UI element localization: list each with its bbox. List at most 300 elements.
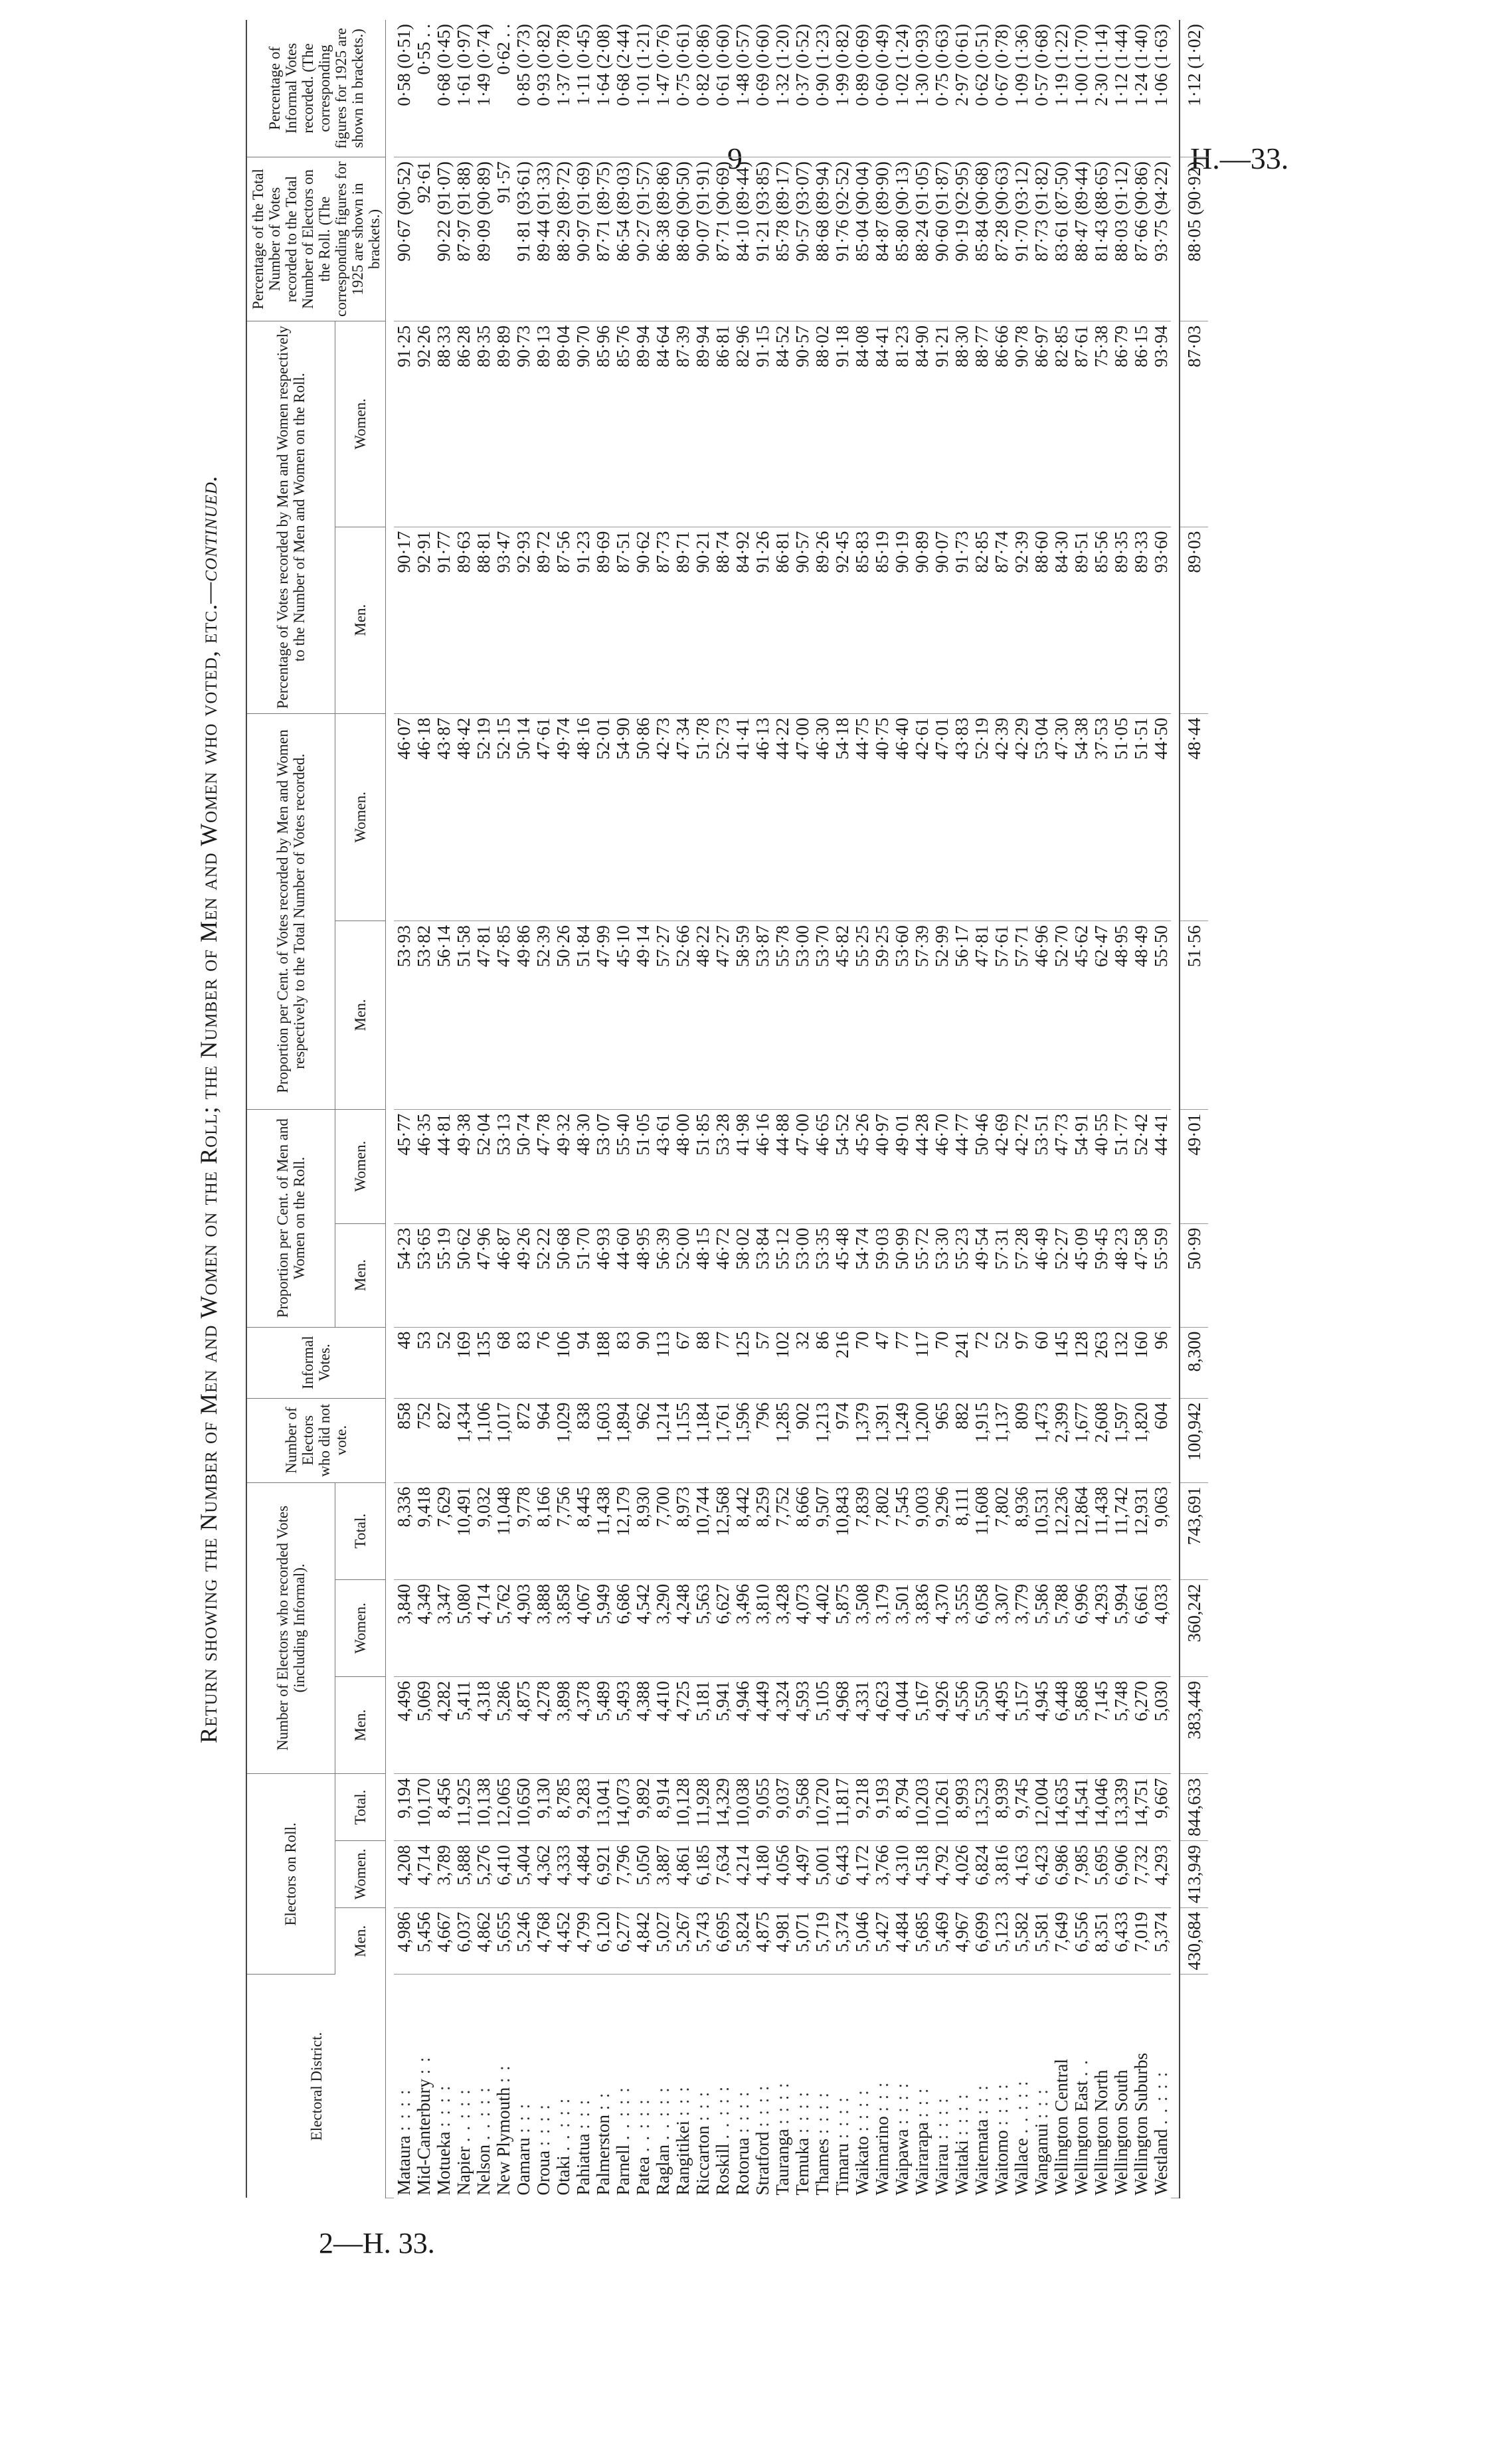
pct-informal-cell: 0·61 (0·60) — [713, 20, 733, 157]
leader-dots: : : : : — [832, 2095, 852, 2139]
voted-women-cell: 3,501 — [892, 1579, 912, 1676]
prop-votes-women-cell: 46·13 — [752, 713, 772, 921]
pct-informal-cell: 2·97 (0·61) — [952, 20, 972, 157]
electors-men-cell: 5,582 — [1012, 1907, 1031, 1975]
electors-men-cell: 4,768 — [533, 1907, 553, 1975]
electors-women-cell: 5,695 — [1091, 1841, 1111, 1908]
voted-women-cell: 3,179 — [872, 1579, 892, 1676]
voted-men-cell: 4,968 — [832, 1677, 852, 1774]
voted-men-cell: 3,898 — [553, 1677, 573, 1774]
did-not-vote-cell: 1,249 — [892, 1398, 912, 1482]
voted-total-cell: 10,744 — [693, 1482, 713, 1579]
voted-total-cell: 10,531 — [1031, 1482, 1051, 1579]
electors-total-cell: 8,993 — [952, 1774, 972, 1841]
electors-men-cell: 6,695 — [713, 1907, 733, 1975]
totals-prop-votes-women: 48·44 — [1180, 713, 1208, 921]
district-name: Roskill — [713, 2143, 733, 2196]
prop-votes-men-cell: 56·17 — [952, 921, 972, 1110]
electors-women-cell: 4,208 — [394, 1841, 414, 1908]
prop-roll-women-cell: 51·05 — [633, 1109, 653, 1223]
pct-men-cell: 90·62 — [633, 527, 653, 713]
voted-total-cell: 7,839 — [852, 1482, 872, 1579]
pct-women-cell: 89·94 — [693, 321, 713, 527]
pct-total-cell: 81·43 (88·65) — [1091, 157, 1111, 321]
electors-total-cell: 9,667 — [1151, 1774, 1171, 1841]
electors-total-cell: 8,914 — [653, 1774, 673, 1841]
prop-votes-men-cell: 56·14 — [434, 921, 454, 1110]
pct-women-cell: 90·78 — [1012, 321, 1031, 527]
electors-total-cell: 9,194 — [394, 1774, 414, 1841]
pct-men-cell: 84·92 — [733, 527, 752, 713]
electors-women-cell: 4,214 — [733, 1841, 752, 1908]
informal-cell: 67 — [673, 1327, 693, 1398]
leader-dots: . . : : : — [1012, 2079, 1031, 2134]
electors-women-cell: 5,276 — [474, 1841, 493, 1908]
electors-women-cell: 4,333 — [553, 1841, 573, 1908]
voted-women-cell: 3,888 — [533, 1579, 553, 1676]
informal-cell: 86 — [812, 1327, 832, 1398]
pct-women-cell: 84·08 — [852, 321, 872, 527]
prop-roll-men-cell: 57·28 — [1012, 1223, 1031, 1327]
pct-men-cell: 90·17 — [394, 527, 414, 713]
electors-total-cell: 9,892 — [633, 1774, 653, 1841]
voted-women-cell: 3,307 — [992, 1579, 1012, 1676]
pct-men-cell: 92·45 — [832, 527, 852, 713]
prop-roll-women-cell: 46·70 — [932, 1109, 952, 1223]
pct-women-cell: 90·73 — [513, 321, 533, 527]
district-name: Waipawa — [892, 2129, 912, 2196]
prop-votes-men-cell: 46·96 — [1031, 921, 1051, 1110]
electors-men-cell: 7,019 — [1131, 1907, 1151, 1975]
voted-women-cell: 6,661 — [1131, 1579, 1151, 1676]
pct-women-cell: 84·90 — [912, 321, 932, 527]
prop-votes-women-cell: 52·01 — [593, 713, 613, 921]
leader-dots: : : : — [912, 2087, 932, 2118]
pct-women-cell: 91·21 — [932, 321, 952, 527]
page-number: 9 — [727, 141, 743, 175]
prop-votes-men-cell: 47·85 — [493, 921, 513, 1110]
prop-roll-men-cell: 48·15 — [693, 1223, 713, 1327]
did-not-vote-cell: 1,761 — [713, 1398, 733, 1482]
voted-women-cell: 5,788 — [1051, 1579, 1071, 1676]
voted-women-cell: 6,058 — [972, 1579, 992, 1676]
pct-men-cell: 89·69 — [593, 527, 613, 713]
electors-total-cell: 10,203 — [912, 1774, 932, 1841]
leader-dots: : : : — [513, 2102, 533, 2133]
electors-men-cell: 5,581 — [1031, 1907, 1051, 1975]
electors-women-cell: 4,172 — [852, 1841, 872, 1908]
district-name: Wellington North — [1091, 2069, 1111, 2196]
pct-men-cell: 89·72 — [533, 527, 553, 713]
electors-women-cell: 3,789 — [434, 1841, 454, 1908]
did-not-vote-cell: 604 — [1151, 1398, 1171, 1482]
header-total: Total. — [335, 1774, 385, 1841]
voted-men-cell: 4,282 — [434, 1677, 454, 1774]
pct-total-cell: 91·81 (93·61) — [513, 157, 533, 321]
table-row — [992, 20, 1012, 2198]
voted-women-cell: 4,248 — [673, 1579, 693, 1676]
pct-informal-cell: 1·00 (1·70) — [1071, 20, 1091, 157]
prop-votes-men-cell: 57·71 — [1012, 921, 1031, 1110]
did-not-vote-cell: 1,017 — [493, 1398, 513, 1482]
prop-votes-women-cell: 46·40 — [892, 713, 912, 921]
totals-voted-men: 383,449 — [1180, 1677, 1208, 1774]
bottom-reference: 2—H. 33. — [319, 2227, 435, 2259]
pct-total-cell: 91·70 (93·12) — [1012, 157, 1031, 321]
pct-women-cell: 91·25 — [394, 321, 414, 527]
table-row — [454, 20, 474, 2198]
district-cell — [792, 1975, 812, 2198]
district-cell — [454, 1975, 474, 2198]
pct-informal-cell: 0·67 (0·78) — [992, 20, 1012, 157]
voted-women-cell: 4,073 — [792, 1579, 812, 1676]
pct-total-cell: 90·07 (91·91) — [693, 157, 713, 321]
pct-men-cell: 91·26 — [752, 527, 772, 713]
table-row — [772, 20, 792, 2198]
prop-votes-men-cell: 45·82 — [832, 921, 852, 1110]
electors-total-cell: 9,218 — [852, 1774, 872, 1841]
totals-prop-votes-men: 51·56 — [1180, 921, 1208, 1110]
district-cell — [573, 1975, 593, 2198]
voted-total-cell: 8,973 — [673, 1482, 693, 1579]
totals-pct-total: 88·05 (90·92) — [1180, 157, 1208, 321]
pct-women-cell: 81·23 — [892, 321, 912, 527]
did-not-vote-cell: 1,184 — [693, 1398, 713, 1482]
prop-votes-women-cell: 52·19 — [474, 713, 493, 921]
pct-informal-cell: 1·19 (1·22) — [1051, 20, 1071, 157]
table-row — [932, 20, 952, 2198]
informal-cell: 96 — [1151, 1327, 1171, 1398]
voted-women-cell: 3,836 — [912, 1579, 932, 1676]
voted-men-cell: 7,145 — [1091, 1677, 1111, 1774]
totals-prop-roll-men: 50·99 — [1180, 1223, 1208, 1327]
district-cell — [972, 1975, 992, 2198]
electors-men-cell: 5,824 — [733, 1907, 752, 1975]
leader-dots: . . : : : — [613, 2086, 633, 2141]
prop-votes-women-cell: 43·87 — [434, 713, 454, 921]
totals-prop-roll-women: 49·01 — [1180, 1109, 1208, 1223]
pct-total-cell: 87·71 (90·69) — [713, 157, 733, 321]
prop-roll-men-cell: 45·48 — [832, 1223, 852, 1327]
leader-dots: . . : : : — [474, 2086, 493, 2141]
district-name: New Plymouth — [493, 2087, 513, 2196]
prop-roll-men-cell: 52·27 — [1051, 1223, 1071, 1327]
totals-informal: 8,300 — [1180, 1327, 1208, 1398]
electors-men-cell: 4,842 — [633, 1907, 653, 1975]
voted-men-cell: 5,286 — [493, 1677, 513, 1774]
prop-roll-men-cell: 59·03 — [872, 1223, 892, 1327]
pct-total-cell: 88·03 (91·12) — [1111, 157, 1131, 321]
voted-women-cell: 3,508 — [852, 1579, 872, 1676]
electors-men-cell: 5,267 — [673, 1907, 693, 1975]
prop-roll-men-cell: 47·96 — [474, 1223, 493, 1327]
informal-cell: 216 — [832, 1327, 852, 1398]
table-row — [513, 20, 533, 2198]
voted-women-cell: 5,994 — [1111, 1579, 1131, 1676]
district-name: Wairau — [932, 2144, 952, 2196]
pct-women-cell: 89·89 — [493, 321, 513, 527]
header-percentage-votes: Percentage of Votes recorded by Men and Women respectively to the Number of Men and Women on the Roll. — [246, 321, 335, 714]
table-row — [653, 20, 673, 2198]
voted-men-cell: 4,044 — [892, 1677, 912, 1774]
voted-women-cell: 3,555 — [952, 1579, 972, 1676]
pct-total-cell: 88·29 (89·72) — [553, 157, 573, 321]
did-not-vote-cell: 1,200 — [912, 1398, 932, 1482]
district-name: Mid-Canterbury — [414, 2079, 434, 2196]
did-not-vote-cell: 974 — [832, 1398, 852, 1482]
district-name: Temuka — [792, 2137, 812, 2196]
electors-total-cell: 10,170 — [414, 1774, 434, 1841]
pct-informal-cell: 0·62 . . — [493, 20, 513, 157]
district-name: Waimarino — [872, 2116, 892, 2196]
pct-total-cell: 90·57 (93·07) — [792, 157, 812, 321]
informal-cell: 188 — [593, 1327, 613, 1398]
electors-women-cell: 4,362 — [533, 1841, 553, 1908]
district-cell — [474, 1975, 493, 2198]
voted-total-cell: 9,032 — [474, 1482, 493, 1579]
voted-women-cell: 3,347 — [434, 1579, 454, 1676]
did-not-vote-cell: 1,473 — [1031, 1398, 1051, 1482]
pct-men-cell: 85·83 — [852, 527, 872, 713]
leader-dots: : : : : — [932, 2097, 952, 2140]
voted-women-cell: 4,033 — [1151, 1579, 1171, 1676]
informal-cell: 94 — [573, 1327, 593, 1398]
electors-men-cell: 4,484 — [892, 1907, 912, 1975]
voted-men-cell: 4,378 — [573, 1677, 593, 1774]
prop-votes-women-cell: 50·14 — [513, 713, 533, 921]
pct-women-cell: 89·04 — [553, 321, 573, 527]
prop-roll-women-cell: 47·78 — [533, 1109, 553, 1223]
pct-men-cell: 87·73 — [653, 527, 673, 713]
prop-roll-women-cell: 49·32 — [553, 1109, 573, 1223]
voted-women-cell: 4,370 — [932, 1579, 952, 1676]
prop-roll-women-cell: 48·30 — [573, 1109, 593, 1223]
pct-total-cell: 90·19 (92·95) — [952, 157, 972, 321]
prop-roll-men-cell: 55·19 — [434, 1223, 454, 1327]
prop-roll-men-cell: 55·12 — [772, 1223, 792, 1327]
informal-cell: 76 — [533, 1327, 553, 1398]
voted-total-cell: 8,336 — [394, 1482, 414, 1579]
electors-women-cell: 6,906 — [1111, 1841, 1131, 1908]
table-row — [633, 20, 653, 2198]
district-name: Wallace — [1012, 2138, 1031, 2196]
prop-roll-men-cell: 46·72 — [713, 1223, 733, 1327]
pct-total-cell: 84·87 (89·90) — [872, 157, 892, 321]
table-row — [673, 20, 693, 2198]
prop-votes-women-cell: 42·61 — [912, 713, 932, 921]
electors-total-cell: 9,283 — [573, 1774, 593, 1841]
informal-cell: 135 — [474, 1327, 493, 1398]
pct-women-cell: 86·79 — [1111, 321, 1131, 527]
table-row — [593, 20, 613, 2198]
leader-dots: . . : : : — [633, 2098, 653, 2153]
prop-votes-men-cell: 53·00 — [792, 921, 812, 1110]
electors-total-cell: 9,745 — [1012, 1774, 1031, 1841]
rotated-table-block — [183, 20, 1352, 2198]
pct-total-cell: 88·24 (91·05) — [912, 157, 932, 321]
electors-total-cell: 8,939 — [992, 1774, 1012, 1841]
table-row — [1012, 20, 1031, 2198]
district-cell — [772, 1975, 792, 2198]
voted-women-cell: 4,542 — [633, 1579, 653, 1676]
electors-total-cell: 13,339 — [1111, 1774, 1131, 1841]
electors-men-cell: 4,986 — [394, 1907, 414, 1975]
prop-roll-men-cell: 58·02 — [733, 1223, 752, 1327]
prop-roll-women-cell: 44·77 — [952, 1109, 972, 1223]
prop-roll-men-cell: 55·59 — [1151, 1223, 1171, 1327]
voted-total-cell: 8,166 — [533, 1482, 553, 1579]
voted-men-cell: 4,926 — [932, 1677, 952, 1774]
pct-women-cell: 86·66 — [992, 321, 1012, 527]
header-women: Women. — [335, 713, 385, 921]
pct-informal-cell: 0·58 (0·51) — [394, 20, 414, 157]
prop-votes-women-cell: 49·74 — [553, 713, 573, 921]
informal-cell: 60 — [1031, 1327, 1051, 1398]
electors-total-cell: 14,751 — [1131, 1774, 1151, 1841]
informal-cell: 68 — [493, 1327, 513, 1398]
pct-men-cell: 87·74 — [992, 527, 1012, 713]
leader-dots: : : : — [573, 2098, 593, 2129]
table-row — [533, 20, 553, 2198]
pct-men-cell: 90·89 — [912, 527, 932, 713]
informal-cell: 32 — [792, 1327, 812, 1398]
did-not-vote-cell: 827 — [434, 1398, 454, 1482]
header-men: Men. — [335, 921, 385, 1110]
electors-men-cell: 4,862 — [474, 1907, 493, 1975]
prop-roll-men-cell: 55·72 — [912, 1223, 932, 1327]
voted-total-cell: 8,666 — [792, 1482, 812, 1579]
voted-total-cell: 10,491 — [454, 1482, 474, 1579]
pct-informal-cell: 1·32 (1·20) — [772, 20, 792, 157]
prop-roll-women-cell: 53·51 — [1031, 1109, 1051, 1223]
electors-men-cell: 5,655 — [493, 1907, 513, 1975]
prop-roll-men-cell: 46·93 — [593, 1223, 613, 1327]
district-cell — [553, 1975, 573, 2198]
district-name: Raglan — [653, 2145, 673, 2196]
pct-total-cell: 86·38 (89·86) — [653, 157, 673, 321]
pct-men-cell: 90·19 — [892, 527, 912, 713]
pct-total-cell: 86·54 (89·03) — [613, 157, 633, 321]
voted-men-cell: 4,410 — [653, 1677, 673, 1774]
voted-men-cell: 5,941 — [713, 1677, 733, 1774]
informal-cell: 52 — [992, 1327, 1012, 1398]
pct-informal-cell: 0·62 (0·51) — [972, 20, 992, 157]
district-name: Waitemata — [972, 2119, 992, 2196]
pct-women-cell: 91·18 — [832, 321, 852, 527]
leader-dots: : : : — [1031, 2087, 1051, 2119]
voted-men-cell: 5,489 — [593, 1677, 613, 1774]
pct-men-cell: 84·30 — [1051, 527, 1071, 713]
leader-dots: . . : : : — [1151, 2070, 1171, 2125]
table-row — [1111, 20, 1131, 2198]
electors-total-cell: 10,261 — [932, 1774, 952, 1841]
electors-women-cell: 5,050 — [633, 1841, 653, 1908]
pct-women-cell: 84·52 — [772, 321, 792, 527]
pct-total-cell: 91·57 — [493, 157, 513, 321]
pct-women-cell: 87·61 — [1071, 321, 1091, 527]
pct-women-cell: 86·15 — [1131, 321, 1151, 527]
did-not-vote-cell: 1,603 — [593, 1398, 613, 1482]
prop-votes-women-cell: 47·01 — [932, 713, 952, 921]
leader-dots: . . — [1071, 2058, 1091, 2077]
prop-roll-women-cell: 50·46 — [972, 1109, 992, 1223]
pct-men-cell: 90·07 — [932, 527, 952, 713]
district-cell — [832, 1975, 852, 2198]
pct-total-cell: 85·04 (90·04) — [852, 157, 872, 321]
table-row — [434, 20, 454, 2198]
electors-men-cell: 4,667 — [434, 1907, 454, 1975]
pct-total-cell: 85·84 (90·68) — [972, 157, 992, 321]
informal-cell: 47 — [872, 1327, 892, 1398]
did-not-vote-cell: 1,029 — [553, 1398, 573, 1482]
voted-women-cell: 4,349 — [414, 1579, 434, 1676]
prop-votes-men-cell: 48·95 — [1111, 921, 1131, 1110]
did-not-vote-cell: 2,608 — [1091, 1398, 1111, 1482]
prop-votes-men-cell: 57·39 — [912, 921, 932, 1110]
prop-votes-men-cell: 62·47 — [1091, 921, 1111, 1110]
voted-total-cell: 7,756 — [553, 1482, 573, 1579]
pct-men-cell: 91·23 — [573, 527, 593, 713]
prop-votes-men-cell: 48·49 — [1131, 921, 1151, 1110]
prop-roll-women-cell: 44·28 — [912, 1109, 932, 1223]
district-cell — [1111, 1975, 1131, 2198]
table-title-suffix: —continued. — [195, 475, 222, 604]
table-row — [1151, 20, 1171, 2198]
table-row — [733, 20, 752, 2198]
pct-informal-cell: 0·93 (0·82) — [533, 20, 553, 157]
prop-votes-women-cell: 42·39 — [992, 713, 1012, 921]
prop-votes-men-cell: 49·86 — [513, 921, 533, 1110]
electors-men-cell: 5,046 — [852, 1907, 872, 1975]
voted-women-cell: 5,875 — [832, 1579, 852, 1676]
table-title-main: Return showing the Number of Men and Women on the Roll; the Number of Men and Women who voted, etc. — [195, 603, 222, 1743]
did-not-vote-cell: 1,677 — [1071, 1398, 1091, 1482]
prop-roll-women-cell: 54·91 — [1071, 1109, 1091, 1223]
district-cell — [693, 1975, 713, 2198]
district-cell — [932, 1975, 952, 2198]
pct-total-cell: 91·76 (92·52) — [832, 157, 852, 321]
pct-informal-cell: 1·48 (0·57) — [733, 20, 752, 157]
prop-roll-women-cell: 53·28 — [713, 1109, 733, 1223]
district-name: Mataura — [394, 2135, 414, 2196]
electors-women-cell: 3,766 — [872, 1841, 892, 1908]
pct-women-cell: 88·33 — [434, 321, 454, 527]
prop-roll-men-cell: 45·09 — [1071, 1223, 1091, 1327]
leader-dots: : : : : — [434, 2084, 454, 2127]
header-women: Women. — [335, 321, 385, 527]
electors-women-cell: 4,861 — [673, 1841, 693, 1908]
pct-women-cell: 86·28 — [454, 321, 474, 527]
pct-men-cell: 86·81 — [772, 527, 792, 713]
leader-dots: : : : — [673, 2085, 693, 2117]
pct-informal-cell: 1·37 (0·78) — [553, 20, 573, 157]
pct-total-cell: 92·61 — [414, 157, 434, 321]
prop-roll-women-cell: 54·52 — [832, 1109, 852, 1223]
informal-cell: 125 — [733, 1327, 752, 1398]
district-cell — [673, 1975, 693, 2198]
voted-total-cell: 11,048 — [493, 1482, 513, 1579]
pct-women-cell: 90·57 — [792, 321, 812, 527]
leader-dots: : : : : — [533, 2103, 553, 2147]
prop-votes-women-cell: 46·07 — [394, 713, 414, 921]
electors-men-cell: 5,071 — [792, 1907, 812, 1975]
pct-total-cell: 90·97 (91·69) — [573, 157, 593, 321]
prop-roll-women-cell: 46·16 — [752, 1109, 772, 1223]
header-total: Total. — [335, 1482, 385, 1579]
voted-men-cell: 5,868 — [1071, 1677, 1091, 1774]
header-electors-on-roll: Electors on Roll. — [246, 1774, 335, 1975]
did-not-vote-cell: 809 — [1012, 1398, 1031, 1482]
